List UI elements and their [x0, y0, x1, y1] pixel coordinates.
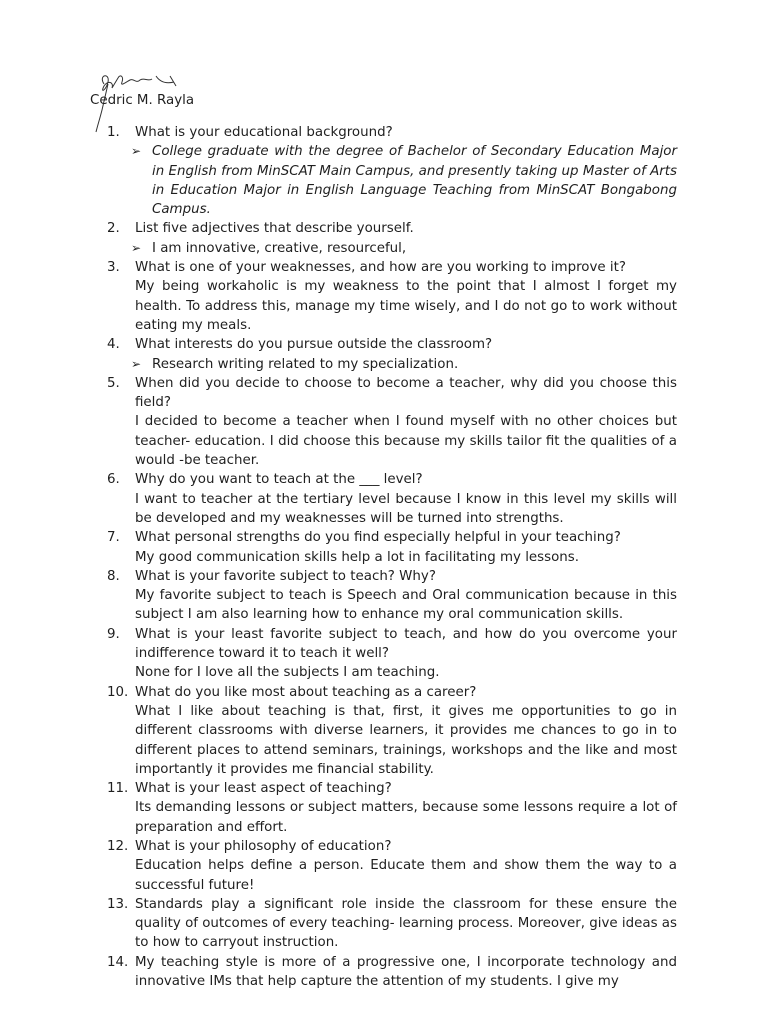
question-text: What is one of your weaknesses, and how are you working to improve it? [135, 260, 626, 276]
question-text: What is your philosophy of education? [135, 838, 392, 854]
item-number: 7. [107, 530, 120, 546]
question-text: My teaching style is more of a progressive one, I incorporate technology and innovative IMs that help capture the attention of my students. I give my [135, 954, 677, 990]
item-number: 9. [107, 626, 120, 642]
item-number: 14. [107, 954, 129, 970]
question-text: What is your favorite subject to teach? Why? [135, 568, 436, 584]
bullet-answer [107, 142, 677, 219]
list-item [107, 625, 677, 683]
question-text: What is your educational background? [135, 125, 393, 140]
list-item [107, 837, 677, 895]
question-text: List five adjectives that describe yourself. [135, 221, 414, 237]
list-item [107, 895, 677, 953]
item-number: 2. [107, 221, 120, 237]
question-list [107, 123, 677, 991]
answer-text: My being workaholic is my weakness to the point that I almost I forget my health. To address this, manage my time wisely, and I do not go to work without eating my meals. [135, 279, 677, 333]
item-number: 11. [107, 781, 129, 797]
item-number: 12. [107, 838, 129, 854]
answer-text: My favorite subject to teach is Speech and Oral communication because in this subject I am also learning how to enhance my oral communication skills. [135, 588, 677, 623]
bullet-text: Research writing related to my specialization. [152, 356, 459, 372]
author-name: Cedric M. Rayla [90, 93, 195, 108]
item-number: 6. [107, 472, 120, 488]
list-item [107, 219, 677, 258]
arrow-bullet-icon: ➢ [131, 144, 142, 159]
bullet-text: I am innovative, creative, resourceful, [152, 240, 407, 256]
question-text: Standards play a significant role inside the classroom for these ensure the quality of outcomes of every teaching- learning process. Moreover, give ideas as to how to carryout instruction. [135, 896, 677, 951]
item-number: 10. [107, 684, 129, 700]
list-item [107, 470, 677, 528]
item-number: 13. [107, 896, 129, 912]
arrow-bullet-icon: ➢ [131, 356, 142, 371]
item-number: 5. [107, 375, 120, 391]
question-text: When did you decide to choose to become a teacher, why did you choose this field? [135, 375, 677, 411]
item-number: 4. [107, 337, 120, 353]
answer-text: Education helps define a person. Educate them and show them the way to a successful future! [135, 858, 677, 893]
list-item [107, 683, 677, 779]
question-text: What interests do you pursue outside the classroom? [135, 337, 493, 353]
list-item [107, 567, 677, 625]
list-item [107, 374, 677, 470]
answer-text: None for I love all the subjects I am teaching. [135, 665, 440, 681]
list-item [107, 123, 677, 219]
list-item [107, 258, 677, 335]
item-number: 1. [107, 125, 120, 140]
bullet-answer [107, 355, 677, 374]
question-text: Why do you want to teach at the ___ level? [135, 472, 423, 488]
bullet-text: College graduate with the degree of Bachelor of Secondary Education Major in English from MinSCAT Main Campus, and presently taking up Master of Arts in Education Major in English Language Teaching from MinSCAT Bongabong Campus. [152, 144, 677, 218]
arrow-bullet-icon: ➢ [131, 240, 142, 255]
list-item [107, 335, 677, 374]
answer-text: What I like about teaching is that, first, it gives me opportunities to go in different classrooms with diverse learners, it provides me chances to go in to different places to attend seminars, trainings, workshops and the like and most importantly it provides me financial stability. [135, 703, 677, 777]
question-text: What personal strengths do you find especially helpful in your teaching? [135, 530, 621, 546]
bullet-answer [107, 239, 677, 258]
answer-text: My good communication skills help a lot in facilitating my lessons. [135, 549, 580, 565]
answer-text: I decided to become a teacher when I found myself with no other choices but teacher- education. I did choose this because my skills tailor fit the qualities of a would -be teacher. [135, 414, 677, 469]
question-text: What is your least aspect of teaching? [135, 781, 392, 797]
question-text: What do you like most about teaching as a career? [135, 684, 477, 700]
item-number: 8. [107, 568, 120, 584]
question-text: What is your least favorite subject to teach, and how do you overcome your indifference toward it to teach it well? [135, 626, 677, 662]
list-item [107, 779, 677, 837]
list-item [107, 953, 677, 992]
answer-text: Its demanding lessons or subject matters, because some lessons require a lot of preparation and effort. [135, 800, 677, 835]
answer-text: I want to teacher at the tertiary level because I know in this level my skills will be developed and my weaknesses will be turned into strengths. [135, 491, 677, 526]
list-item [107, 528, 677, 567]
item-number: 3. [107, 260, 120, 276]
